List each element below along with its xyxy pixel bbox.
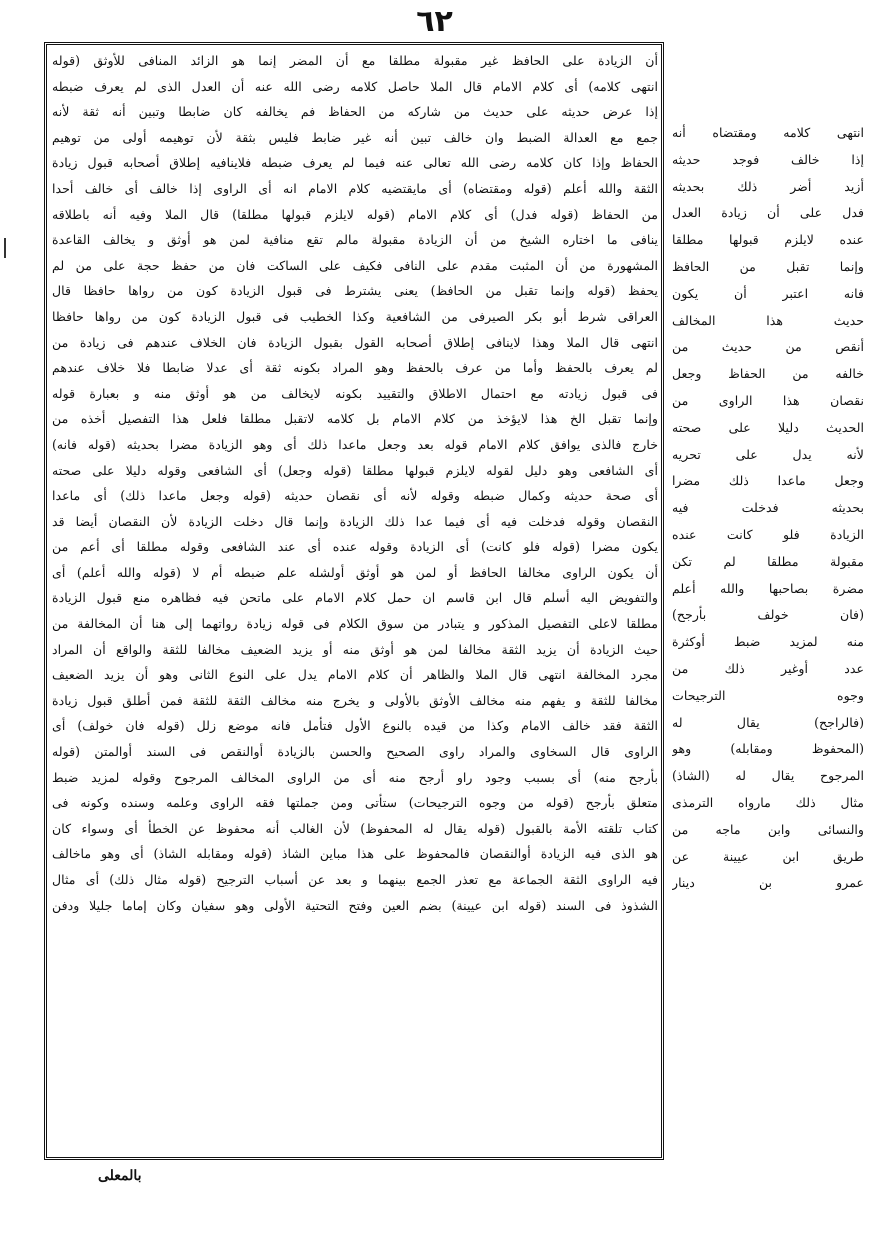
margin-text-line: إذا خالف فوجد حديثه [672, 151, 864, 167]
margin-text-line: عنده لايلزم قبولها مطلقا [672, 232, 864, 248]
catchword: بالمعلى [98, 1168, 142, 1184]
main-text-line: من الحفاظ (قوله فدل) أى كلام الامام (قوله لايلزم قبولها مطلقا) قال الملا وفيه أنه باطلاقه [52, 206, 658, 222]
margin-text-line: مثال ذلك مارواه الترمذى [672, 794, 864, 810]
main-text-line: الحفاظ وإذا كان كلامه رضى الله تعالى عنه فيما لم يعرف ضبطه فلاينافيه إطلاق أصحابه قبول زيادة [52, 155, 658, 171]
main-text-block [52, 48, 658, 918]
main-text-line: النقصان وقوله فدخلت فيه أى فيما عدا ذلك الزيادة وإنما قال دخلت الزيادة لأن النقصان أيضا قد [52, 513, 658, 529]
margin-text-line: وجعل ماعدا ذلك مضرا [672, 473, 864, 489]
main-text-line: الراوى قال السخاوى والمراد راوى الصحيح والحسن بالزيادة أوالنقص فى السند أوالمتن (قوله [52, 744, 658, 760]
main-text-line: حيث الزيادة أن يزيد الثقة مخالفا لمن هو أوثق منه أو يزيد الضعيف مخالفا للثقة والواقع أن المراد [52, 641, 658, 657]
main-text-line: الشذوذ فى السند (قوله ابن عيينة) بضم العين وفتح التحتية الأولى وهو سفيان وكان إماما جليلا ودفن [52, 897, 658, 913]
margin-text-line: فانه اعتبر أن يكون [672, 285, 864, 301]
main-text-line: ينافى ما اختاره الشيخ من أن الزيادة مقبولة مالم تقع منافية لمن هو أوثق و يخالف القاعدة [52, 232, 658, 248]
margin-text-line: عمرو بن دينار [672, 875, 864, 891]
margin-text-line: نقصان هذا الراوى من [672, 392, 864, 408]
main-text-line: هو الذى فيه الزيادة أوالنقصان فالمحفوظ على هذا مباين الشاذ (قوله ومقابله الشاذ) أى وهو ماخالف [52, 846, 658, 862]
margin-text-line: مقبولة مطلقا لم تكن [672, 553, 864, 569]
margin-text-line: حديث هذا المخالف [672, 312, 864, 328]
main-text-line: خارج فالذى يوافق كلام الامام قوله بعد وجعل ماعدا ذلك أى وهو الزيادة مضرا بحديثه (قوله فانه) [52, 436, 658, 452]
margin-text-line: فدل على أن زيادة العدل [672, 205, 864, 221]
margin-text-line: وإنما تقبل من الحافظ [672, 258, 864, 274]
margin-text-line: وجوه الترجيحات [672, 687, 864, 703]
page-number: ٦٢ [416, 4, 453, 39]
main-text-line: مخالفا للثقة و يفهم منه مخالف الأوثق بالأولى و يخرج منه مخالف الثقة للثقة فمن أطلق قبول زيادة [52, 692, 658, 708]
main-text-line: أى الشافعى وهو دليل لقوله لايلزم قبولها مطلقا (قوله وجعل) أى الشافعى وقوله دليلا على صحته [52, 462, 658, 478]
main-text-line: والتفويض اليه أسلم قال ابن قاسم ان حمل كلام الامام على ماتحن فيه فظاهره منع قبول الزيادة [52, 590, 658, 606]
main-text-line: كتاب تلقته الأمة بالقبول (قوله يقال له المحفوظ) لأن الغالب أنه محفوظ عن الخطأ أى وسواء كان [52, 820, 658, 836]
main-text-line: العراقى شرط أبو بكر الصيرفى من الشافعية وكذا الخطيب فى قبول الزيادة كون من رواها حافظا [52, 308, 658, 324]
margin-text-line: أنقص من حديث من [672, 339, 864, 355]
main-text-line: وإنما تقبل الخ هذا لايؤخذ من كلام الامام بل كلامه لاتقبل مطلقا فلعل هذا التفصيل أخذه من [52, 411, 658, 427]
margin-text-line: مضرة بصاحبها والله أعلم [672, 580, 864, 596]
main-text-line: أن الزيادة على الحافظ غير مقبولة مطلقا مع أن المضر إنما هو الزائد المنافى للأوثق (قوله [52, 53, 658, 68]
main-text-line: بأرجح منه) أى بسبب وجود راو أرجح منه أى من الراوى المخالف المرجوح وقوله لمزيد ضبط [52, 769, 658, 785]
margin-text-line: لأنه يدل على تحريه [672, 446, 864, 462]
margin-text-line: (المحفوظ ومقابله) وهو [672, 741, 864, 757]
margin-text-line: المرجوح يقال له (الشاذ) [672, 768, 864, 784]
main-text-line: الثقة والله أعلم (قوله ومقتضاه) أى مايقتضيه كلام الامام انه أى الراوى إذا خالف أى خالف أحدا [52, 180, 658, 196]
margin-text-line: منه لمزيد ضبط أوكثرة [672, 634, 864, 650]
margin-text-line: الحديث دليلا على صحته [672, 419, 864, 435]
margin-text-line: عدد أوغير ذلك من [672, 660, 864, 676]
margin-text-line: خالفه من الحفاظ وجعل [672, 366, 864, 382]
main-text-line: يحفظ (قوله وإنما تقبل من الحافظ) يعنى يشترط فى قبول الزيادة كون من رواها حافظا قال [52, 283, 658, 299]
main-text-line: انتهى قال الملا وهذا لاينافى إطلاق أصحابه القول بقبول الزيادة فان الخلاف عندهم فى زيادة من [52, 334, 658, 350]
main-text-line: مطلقا لاعلى التفصيل المذكور و يتبادر من سوق الكلام فى قوله زيادة رواتهما إلى هنا أن المخالفة من [52, 616, 658, 632]
margin-text-line: طريق ابن عيينة عن [672, 848, 864, 864]
main-text-line: أن يكون الراوى مخالفا الحافظ أو لمن هو أوثق أولشله علم ضبطه أم لا (قوله والله أعلم) أى [52, 564, 658, 580]
margin-text-line: الزيادة فلو كانت عنده [672, 526, 864, 542]
main-text-line: فيه الراوى الثقة الجماعة مع تعذر الجمع بينهما و بعد عن أسباب الترجيح (قوله مثال ذلك) أى مثال [52, 872, 658, 887]
margin-text-line: بحديثه فدخلت فيه [672, 500, 864, 516]
margin-commentary [672, 120, 864, 897]
margin-text-line: (فالراجح) يقال له [672, 714, 864, 730]
main-text-line: انتهى كلامه) أى كلام الامام قال الملا حاصل كلامه رضى الله عنه أن العدل الذى لم يعرف ضبطه [52, 78, 658, 94]
margin-text-line: انتهى كلامه ومقتضاه أنه [672, 125, 864, 140]
margin-text-line: أزيد أضر ذلك بحديثه [672, 178, 864, 194]
margin-text-line: (فان خولف بأرجح) [672, 607, 864, 623]
main-text-line: متعلق بأرجح (قوله من وجوه الترجيحات) ستأتى ومن جملتها فقه الراوى وعلمه وسنده وكونه فى [52, 795, 658, 811]
margin-text-line: والنسائى وابن ماجه من [672, 821, 864, 837]
binding-mark [4, 238, 6, 258]
main-text-line: الثقة فقد خالف الامام وكذا من قيده بالنوع الأول فتأمل فانه موضع زلل (قوله فان خولف) أى [52, 718, 658, 734]
main-text-line: لم يعرف بالحفظ وأما من عرف بالحفظ وهو المراد بكونه ثقة أى عدلا ضابطا فلا خلاف عندهم [52, 360, 658, 376]
main-text-line: إذا عرض حديثه على حديث من شاركه من الحفاظ فم يخالفه كان ضابطا وتبين أنه ثقة لأنه [52, 104, 658, 120]
main-text-line: يكون مضرا (قوله فلو كانت) أى الزيادة وقوله عنده أى عند الشافعى وقوله مطلقا أى أعم من [52, 539, 658, 555]
main-text-line: مجرد المخالفة انتهى قال الملا والظاهر أن كلام الامام يدل على النوع الثانى وهو أن يزيد الضعيف [52, 667, 658, 683]
main-text-line: المشهورة من أن المثبت مقدم على النافى فكيف على الساكت فان من حفظ حجة على من لم [52, 257, 658, 273]
main-text-line: أى صحة حديثه وكمال ضبطه وقوله لأنه أى نقصان حديثه (قوله وجعل ماعدا ذلك) أى ماعدا [52, 488, 658, 504]
main-text-line: فى قبول زيادته مع احتمال الاطلاق والتقييد بكونه لايخالف من هو أوثق منه و بعبارة قوله [52, 385, 658, 401]
main-text-line: جمع مع العدالة الضبط وان خالف تبين أنه غير ضابط فليس بثقة لأن توهيمه أولى من توهيم [52, 129, 658, 145]
